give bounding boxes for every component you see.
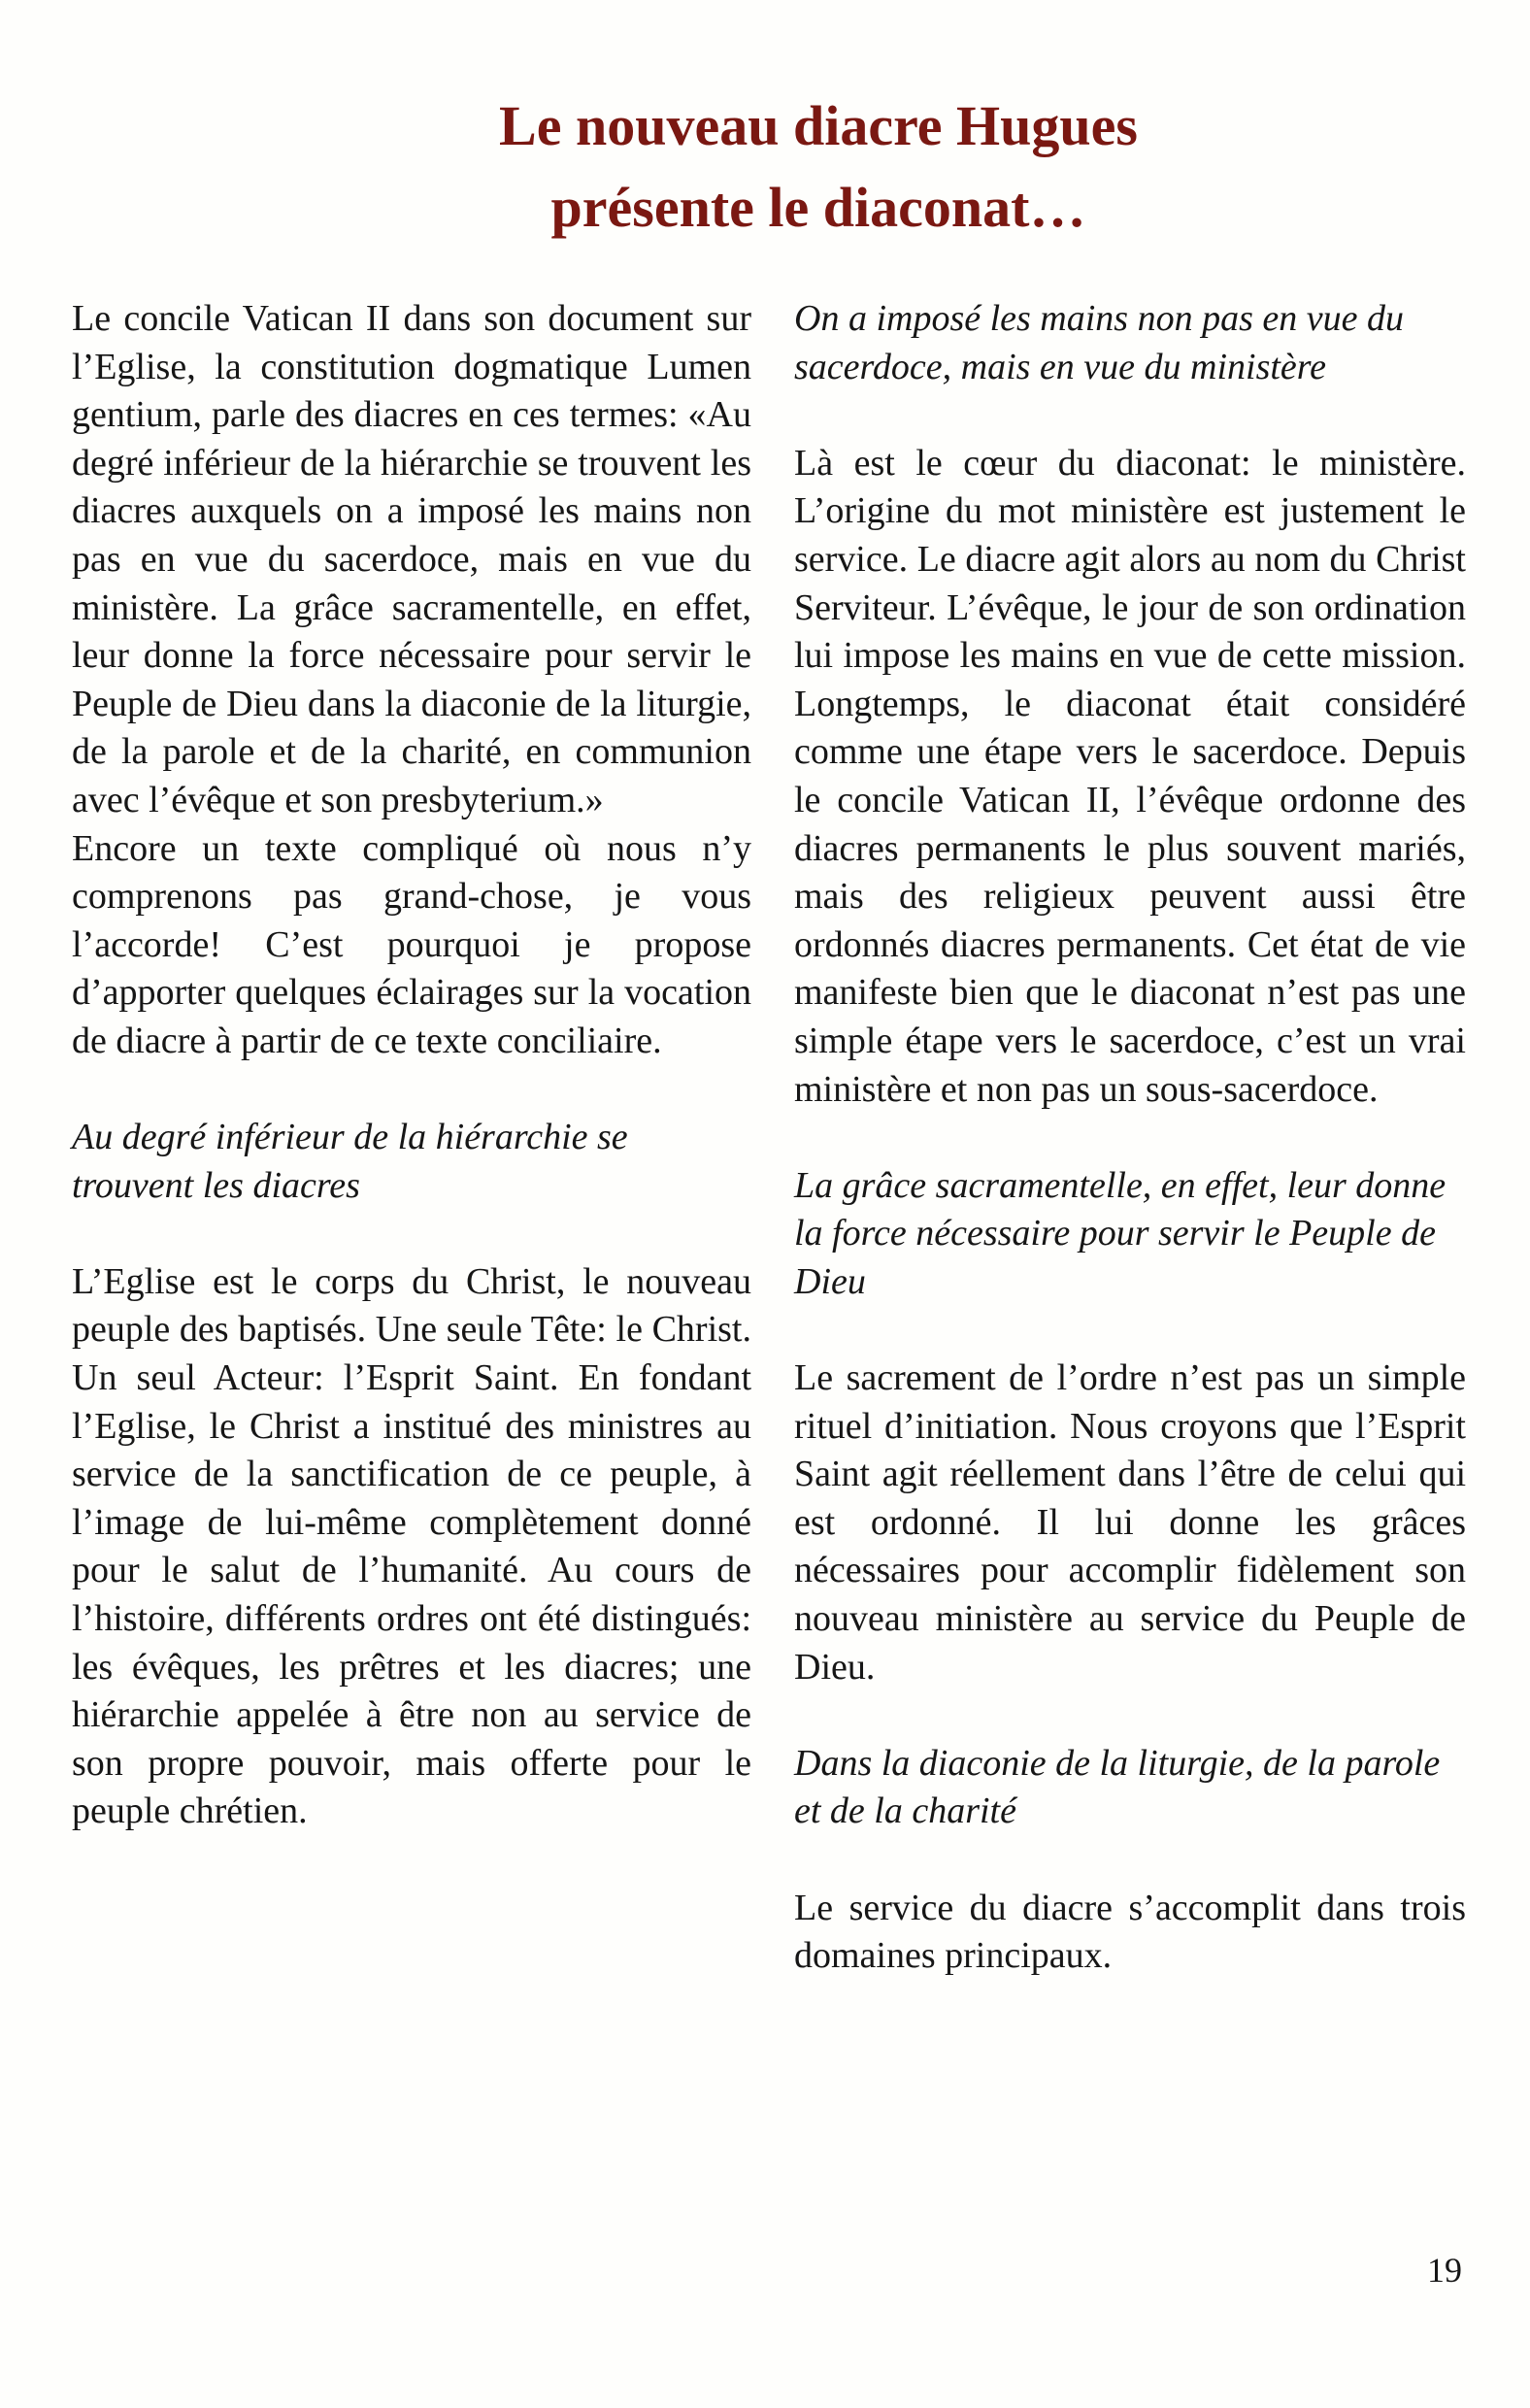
page-number: 19 <box>1427 2251 1462 2290</box>
subheading-grace-sacramentelle: La grâce sacramentelle, en effet, leur donne la force nécessaire pour servir le Peuple de Dieu <box>794 1164 1447 1302</box>
paragraph-sacrement-ordre: Le sacrement de l’ordre n’est pas un simple rituel d’initiation. Nous croyons que l’Esprit Saint agit réellement dans l’être de celui qui est ordonné. Il lui donne les grâces nécessaires pour accomplir fidèlement son nouveau ministère au service du Peuple de Dieu. <box>794 1357 1466 1688</box>
paragraph-service-diacre: Le service du diacre s’accomplit dans trois domaines principaux. <box>794 1887 1466 1977</box>
paragraph-spacer <box>794 1114 1466 1162</box>
subheading-impose-les-mains: On a imposé les mains non pas en vue du sacerdoce, mais en vue du ministère <box>794 298 1404 387</box>
subheading-degre-inferieur: Au degré inférieur de la hiérarchie se trouvent les diacres <box>72 1117 628 1206</box>
paragraph-encore: Encore un texte compliqué où nous n’y comprenons pas grand-chose, je vous l’accorde! C’est pourquoi je propose d’apporter quelques éclairages sur la vocation de diacre à partir de ce texte conciliaire. <box>72 827 751 1061</box>
subheading-diaconie: Dans la diaconie de la liturgie, de la parole et de la charité <box>794 1742 1441 1832</box>
intro-paragraph: Le concile Vatican II dans son document sur l’Eglise, la constitution dogmatique Lumen gentium, parle des diacres en ces termes: «Au degré inférieur de la hiérarchie se trouvent les diacres auxquels on a imposé les mains non pas en vue du sacerdoce, mais en vue du ministère. La grâce sacramentelle, en effet, leur donne la force nécessaire pour servir le Peuple de Dieu dans la diaconie de la liturgie, de la parole et de la charité, en communion avec l’évêque et son presbyterium.» <box>72 298 751 820</box>
article-title-line-2: présente le diaconat… <box>550 176 1086 239</box>
paragraph-spacer <box>794 1691 1466 1740</box>
article-title-line-1: Le nouveau diacre Hugues <box>499 94 1138 157</box>
paragraph-spacer <box>72 1210 751 1258</box>
paragraph-eglise-corps: L’Eglise est le corps du Christ, le nouveau peuple des baptisés. Une seule Tête: le Christ. Un seul Acteur: l’Esprit Saint. En fondant l’Eglise, le Christ a institué des ministres au service de la sanctification de ce peuple, à l’image de lui-même complètement donné pour le salut de l’humanité. Au cours de l’histoire, différents ordres ont été distingués: les évêques, les prêtres et les diacres; une hiérarchie appelée à être non au service de son propre pouvoir, mais offerte pour le peuple chrétien. <box>72 1260 751 1832</box>
paragraph-coeur-diaconat: Là est le cœur du diaconat: le ministère. L’origine du mot ministère est justement le service. Le diacre agit alors au nom du Christ Serviteur. L’évêque, le jour de son ordination lui impose les mains en vue de cette mission. Longtemps, le diaconat était considéré comme une étape vers le sacerdoce. Depuis le concile Vatican II, l’évêque ordonne des diacres permanents le plus souvent mariés, mais des religieux peuvent aussi être ordonnés diacres permanents. Cet état de vie manifeste bien que le diaconat n’est pas une simple étape vers le sacerdoce, c’est un vrai ministère et non pas un sous-sacerdoce. <box>794 442 1466 1110</box>
paragraph-spacer <box>794 1836 1466 1885</box>
left-column <box>72 295 751 1836</box>
paragraph-spacer <box>794 391 1466 440</box>
right-column <box>794 295 1466 1981</box>
paragraph-spacer <box>794 1306 1466 1354</box>
paragraph-spacer <box>72 1066 751 1115</box>
article-title <box>0 85 1530 249</box>
